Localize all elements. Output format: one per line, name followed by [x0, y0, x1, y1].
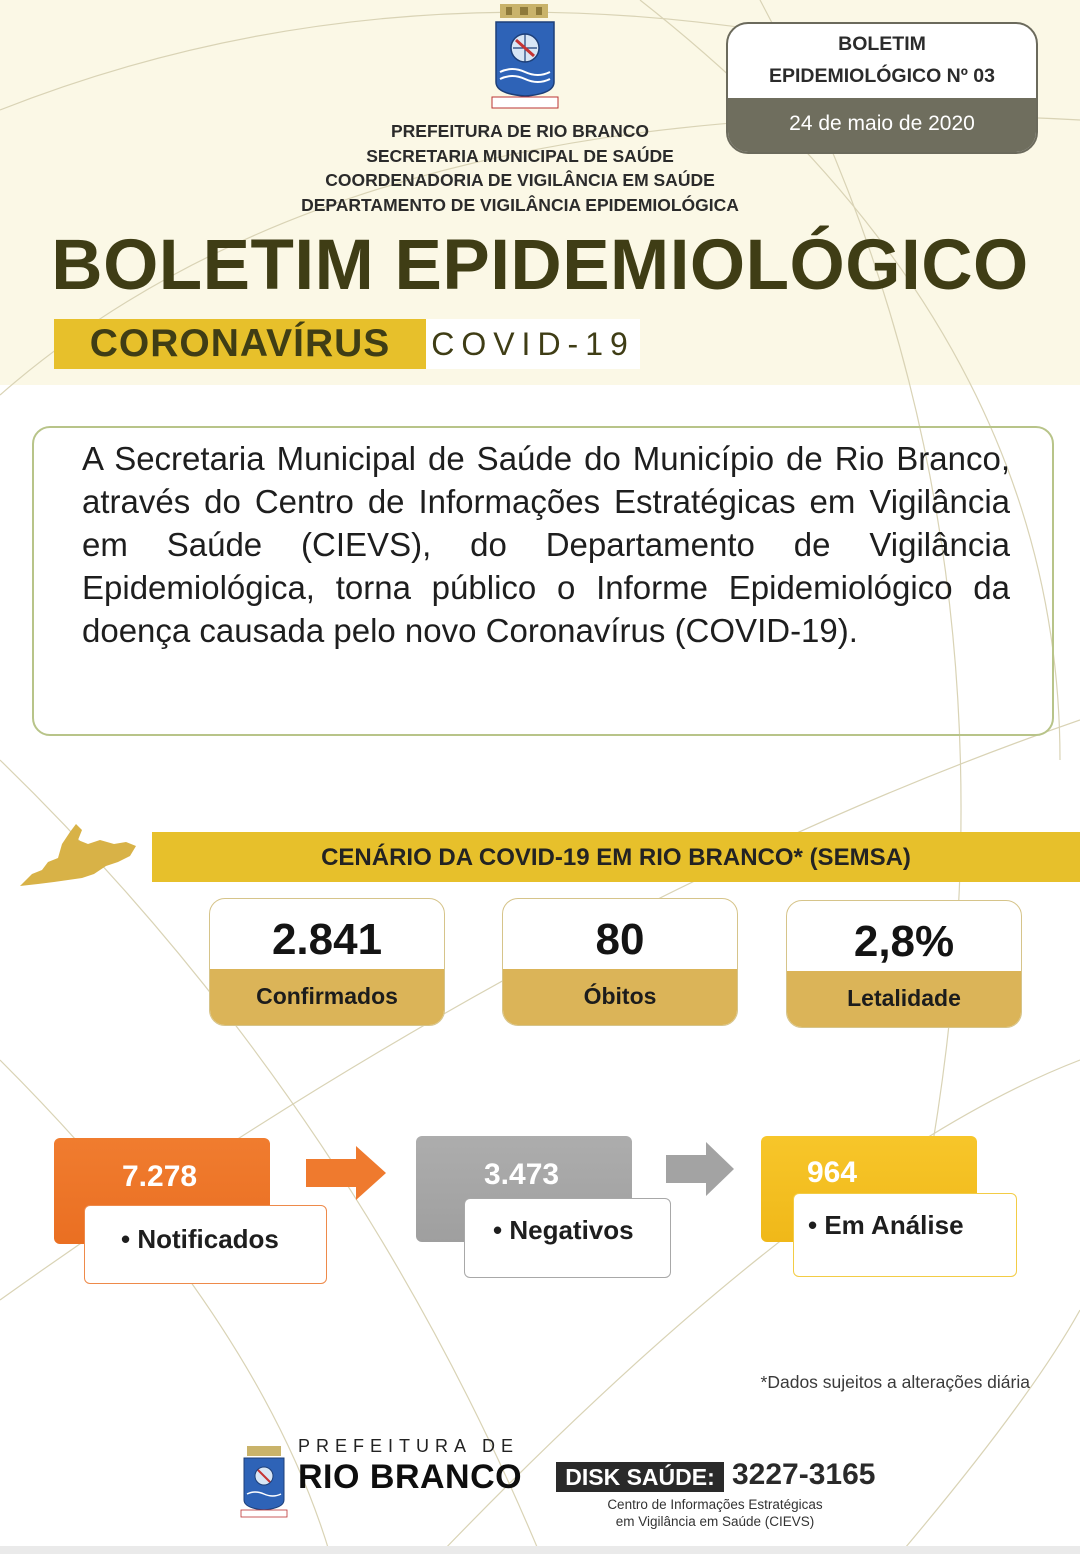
acre-map-icon: [18, 822, 138, 890]
cievs-caption: [560, 1496, 870, 1530]
disk-saude-label: DISK SAÚDE:: [556, 1462, 724, 1492]
notificados-label-box: [84, 1205, 327, 1284]
em-analise-label-box: [793, 1193, 1017, 1277]
covid-label: COVID-19: [431, 326, 635, 362]
stat-card-confirmados: [209, 898, 445, 1026]
stat-card-obitos: [502, 898, 738, 1026]
stat-label: Confirmados: [210, 969, 444, 1026]
negativos-label: • Negativos: [493, 1215, 634, 1245]
stat-value: 2,8%: [853, 917, 955, 966]
stat-label: Óbitos: [503, 969, 737, 1026]
arrow-right-icon: [666, 1142, 734, 1196]
em-analise-label: • Em Análise: [808, 1210, 964, 1240]
coronavirus-label: CORONAVÍRUS: [89, 322, 391, 365]
stat-label: Letalidade: [787, 971, 1021, 1028]
institution-line: SECRETARIA MUNICIPAL DE SAÚDE: [366, 145, 674, 166]
institution-line: COORDENADORIA DE VIGILÂNCIA EM SAÚDE: [325, 170, 715, 190]
data-disclaimer: *Dados sujeitos a alterações diária: [760, 1372, 1030, 1392]
negativos-label-box: [464, 1198, 671, 1278]
arrow-right-icon: [306, 1146, 386, 1200]
intro-text: A Secretaria Municipal de Saúde do Município de Rio Branco, através do Centro de Informações Estratégicas em Vigilância em Saúde (CIEVS), do Departamento de Vigilância Epidemiológica, torna público o Informe Epidemiológico da doença causada pelo novo Coronavírus (COVID-19).: [82, 440, 1010, 649]
notificados-value: 7.278: [122, 1160, 198, 1193]
notificados-label: • Notificados: [121, 1224, 279, 1254]
bottom-strip: [0, 1546, 1080, 1554]
bulletin-heading: [728, 24, 1036, 98]
cievs-line-1: Centro de Informações Estratégicas: [607, 1497, 823, 1512]
em-analise-value: 964: [807, 1156, 858, 1189]
bulletin-date: 24 de maio de 2020: [728, 98, 1036, 152]
institution-block: [250, 119, 790, 217]
stat-value: 80: [595, 915, 645, 964]
footer-crest-icon: [239, 1446, 289, 1518]
institution-line: DEPARTAMENTO DE VIGILÂNCIA EPIDEMIOLÓGICA: [301, 194, 739, 215]
institution-line: PREFEITURA DE RIO BRANCO: [391, 121, 649, 141]
bulletin-line-2: EPIDEMIOLÓGICO Nº 03: [769, 65, 995, 87]
scenario-title: CENÁRIO DA COVID-19 EM RIO BRANCO* (SEMSA): [321, 844, 911, 871]
page-title: BOLETIM EPIDEMIOLÓGICO: [51, 226, 1029, 305]
stat-value: 2.841: [271, 915, 383, 964]
city-crest-icon: [488, 4, 562, 110]
negativos-value: 3.473: [484, 1158, 560, 1191]
cievs-line-2: em Vigilância em Saúde (CIEVS): [615, 1514, 815, 1529]
disk-saude-number: 3227-3165: [732, 1458, 876, 1491]
bulletin-line-1: BOLETIM: [838, 33, 926, 55]
footer-rio-branco-label: RIO BRANCO: [298, 1458, 523, 1496]
footer-prefeitura-label: PREFEITURA DE: [298, 1436, 520, 1456]
stat-card-letalidade: [786, 900, 1022, 1028]
bulletin-number-box: [726, 22, 1038, 154]
